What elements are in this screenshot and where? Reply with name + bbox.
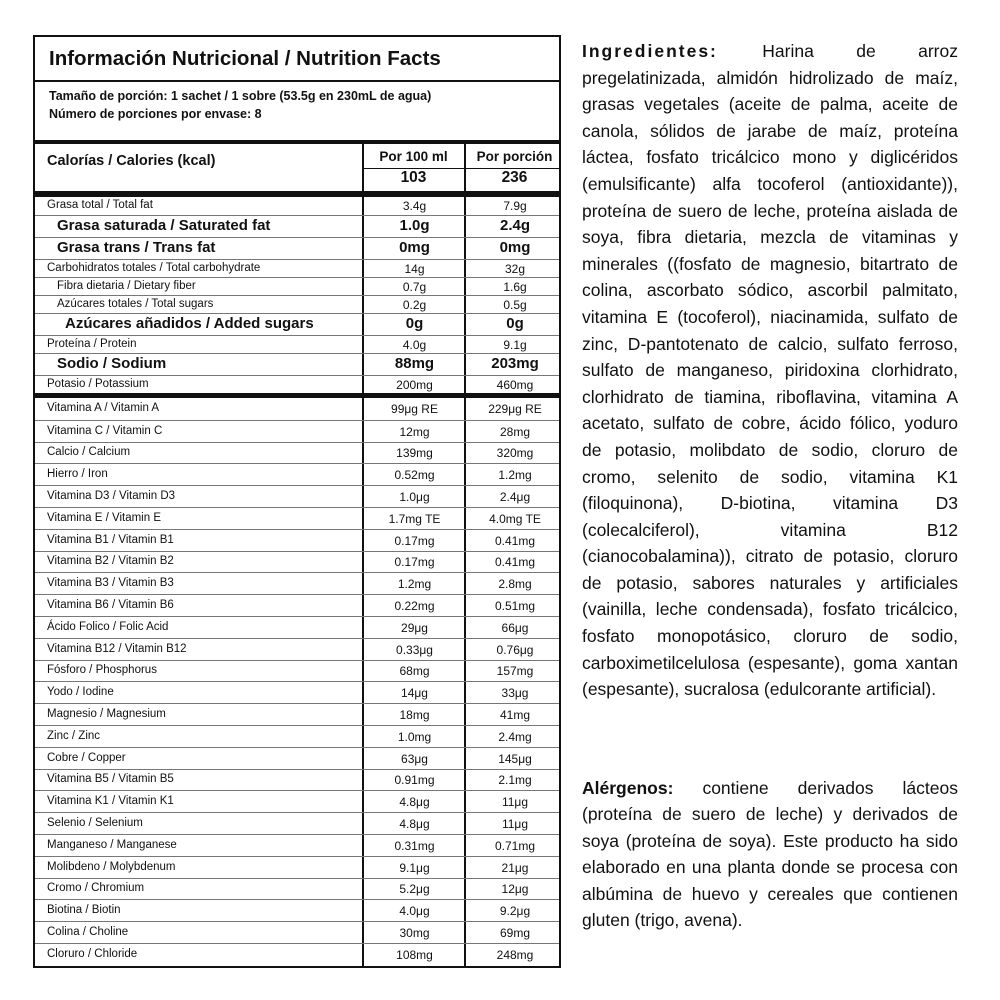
vitamin-row: [35, 572, 559, 595]
vitamin-row: [35, 660, 559, 683]
row-label: Vitamina K1 / Vitamin K1: [47, 795, 174, 808]
row-value-per-serving: 2.1mg: [498, 773, 532, 788]
nutrient-row: [35, 197, 559, 215]
row-value-per-serving: 460mg: [496, 378, 534, 392]
row-label: Vitamina B1 / Vitamin B1: [47, 533, 174, 546]
vitamin-row: [35, 485, 559, 508]
vitamin-row: [35, 856, 559, 879]
row-label: Cobre / Copper: [47, 751, 126, 764]
row-value-per-100ml: 0mg: [399, 239, 430, 256]
row-value-per-100ml: 0.22mg: [394, 599, 435, 614]
ingredients-heading: Ingredientes:: [582, 41, 763, 61]
column-header-per-serving: Por porción: [476, 149, 553, 164]
row-label: Carbohidratos totales / Total carbohydrate: [47, 262, 261, 274]
row-value-per-serving: 2.8mg: [498, 577, 532, 592]
vitamin-row: [35, 442, 559, 465]
vitamin-row: [35, 899, 559, 922]
row-label: Zinc / Zinc: [47, 729, 101, 742]
row-value-per-100ml: 68mg: [399, 664, 430, 679]
row-value-per-100ml: 3.4g: [402, 199, 427, 213]
row-label: Vitamina B12 / Vitamin B12: [47, 642, 187, 655]
nutrient-row: [35, 335, 559, 354]
row-value-per-serving: 12μg: [501, 882, 529, 897]
row-label: Fibra dietaria / Dietary fiber: [57, 280, 196, 292]
row-label: Cromo / Chromium: [47, 882, 145, 895]
row-value-per-serving: 0.76μg: [496, 642, 534, 657]
vitamin-row: [35, 638, 559, 661]
vitamin-row: [35, 594, 559, 617]
row-value-per-serving: 0.41mg: [494, 533, 536, 548]
row-label: Grasa saturada / Saturated fat: [57, 217, 271, 234]
vitamin-row: [35, 507, 559, 530]
nutrient-row: [35, 259, 559, 278]
row-label: Sodio / Sodium: [57, 355, 167, 372]
row-value-per-100ml: 139mg: [396, 446, 433, 461]
row-value-per-100ml: 4.8μg: [399, 817, 430, 832]
nutrient-row: [35, 353, 559, 376]
row-value-per-100ml: 88mg: [394, 355, 435, 372]
vitamin-row: [35, 703, 559, 726]
row-label: Vitamina B2 / Vitamin B2: [47, 555, 174, 568]
nutrient-row: [35, 237, 559, 260]
row-value-per-serving: 2.4mg: [498, 729, 532, 744]
row-value-per-100ml: 30mg: [399, 926, 430, 941]
row-value-per-100ml: 0.31mg: [394, 838, 435, 853]
row-value-per-100ml: 0.17mg: [394, 533, 435, 548]
nutrient-row: [35, 375, 559, 394]
vitamin-row: [35, 921, 559, 944]
row-label: Azúcares totales / Total sugars: [57, 298, 214, 310]
row-value-per-100ml: 1.0μg: [399, 490, 430, 505]
row-value-per-100ml: 14g: [404, 262, 425, 276]
row-label: Calcio / Calcium: [47, 446, 131, 459]
row-label: Vitamina D3 / Vitamin D3: [47, 490, 176, 503]
nutrient-row: [35, 277, 559, 296]
row-label: Azúcares añadidos / Added sugars: [65, 315, 314, 332]
column-header-per-100ml: Por 100 ml: [379, 149, 448, 164]
row-label: Biotina / Biotin: [47, 904, 121, 917]
row-value-per-100ml: 200mg: [396, 378, 433, 392]
vitamin-row: [35, 747, 559, 770]
row-value-per-100ml: 1.0mg: [397, 729, 432, 744]
row-label: Molibdeno / Molybdenum: [47, 860, 176, 873]
row-label: Ácido Folico / Folic Acid: [47, 620, 169, 633]
row-value-per-serving: 0mg: [499, 239, 531, 256]
vitamin-row: [35, 725, 559, 748]
allergens-heading: Alérgenos:: [582, 778, 703, 798]
row-value-per-serving: 0.5g: [503, 298, 527, 312]
row-value-per-serving: 9.1g: [503, 338, 527, 352]
row-value-per-100ml: 108mg: [396, 947, 433, 962]
row-label: Proteína / Protein: [47, 338, 137, 350]
row-value-per-100ml: 18mg: [399, 708, 430, 723]
row-value-per-serving: 11μg: [501, 817, 529, 832]
nutrient-row: [35, 215, 559, 238]
row-label: Colina / Choline: [47, 926, 129, 939]
row-value-per-100ml: 0.33μg: [396, 642, 433, 657]
vitamin-row: [35, 834, 559, 857]
vitamin-row: [35, 420, 559, 443]
row-value-per-100ml: 99μg RE: [391, 401, 438, 416]
calories-per-serving: 236: [501, 169, 528, 186]
row-value-per-100ml: 1.7mg TE: [388, 511, 441, 526]
row-value-per-serving: 2.4μg: [499, 490, 531, 505]
vitamin-row: [35, 769, 559, 792]
row-label: Grasa total / Total fat: [47, 199, 153, 211]
serving-size: Tamaño de porción: 1 sachet / 1 sobre (53.5g en 230mL de agua): [49, 89, 432, 103]
row-value-per-serving: 0.51mg: [494, 599, 536, 614]
servings-per-container: Número de porciones por envase: 8: [49, 107, 262, 121]
calories-per-100ml: 103: [400, 169, 427, 186]
nutrient-row: [35, 313, 559, 336]
row-value-per-serving: 0g: [506, 315, 524, 332]
row-value-per-100ml: 5.2μg: [399, 882, 430, 897]
row-value-per-serving: 33μg: [501, 686, 529, 701]
allergens-text: [582, 775, 958, 933]
row-label: Yodo / Iodine: [47, 686, 114, 699]
row-value-per-serving: 145μg: [498, 751, 532, 766]
row-value-per-100ml: 63μg: [401, 751, 428, 766]
row-value-per-serving: 7.9g: [503, 199, 527, 213]
row-value-per-100ml: 0.17mg: [394, 555, 435, 570]
row-value-per-serving: 1.2mg: [498, 468, 532, 483]
row-value-per-serving: 229μg RE: [488, 401, 542, 416]
row-label: Vitamina C / Vitamin C: [47, 424, 163, 437]
row-label: Fósforo / Phosphorus: [47, 664, 157, 677]
row-value-per-100ml: 0.52mg: [394, 468, 435, 483]
row-label: Cloruro / Chloride: [47, 947, 138, 960]
vitamin-row: [35, 551, 559, 574]
row-value-per-serving: 0.41mg: [494, 555, 536, 570]
row-value-per-100ml: 12mg: [399, 424, 430, 439]
row-label: Hierro / Iron: [47, 468, 108, 481]
vitamin-row: [35, 878, 559, 901]
row-value-per-serving: 248mg: [496, 947, 534, 962]
calories-label: Calorías / Calories (kcal): [47, 153, 216, 169]
row-value-per-100ml: 1.2mg: [397, 577, 432, 592]
vitamin-row: [35, 812, 559, 835]
row-value-per-100ml: 0.2g: [402, 298, 427, 312]
vitamin-row: [35, 398, 559, 420]
vitamin-row: [35, 616, 559, 639]
row-value-per-serving: 32g: [504, 262, 526, 276]
row-value-per-100ml: 4.0g: [402, 338, 427, 352]
row-label: Magnesio / Magnesium: [47, 708, 166, 721]
row-value-per-serving: 66μg: [501, 620, 529, 635]
row-label: Vitamina A / Vitamin A: [47, 401, 160, 414]
title-divider: [35, 80, 559, 82]
row-value-per-serving: 157mg: [496, 664, 534, 679]
row-label: Grasa trans / Trans fat: [57, 239, 216, 256]
row-label: Potasio / Potassium: [47, 378, 149, 390]
row-value-per-100ml: 9.1μg: [399, 860, 430, 875]
row-label: Vitamina B6 / Vitamin B6: [47, 599, 174, 612]
vitamin-row: [35, 790, 559, 813]
row-value-per-serving: 203mg: [491, 355, 539, 372]
row-value-per-serving: 28mg: [499, 424, 531, 439]
row-label: Manganeso / Manganese: [47, 838, 177, 851]
row-value-per-serving: 0.71mg: [494, 838, 536, 853]
row-value-per-serving: 21μg: [501, 860, 529, 875]
nutrient-row: [35, 295, 559, 314]
vitamin-row: [35, 681, 559, 704]
row-value-per-100ml: 0.91mg: [394, 773, 435, 788]
vitamin-row: [35, 943, 559, 966]
nutrition-facts-panel: [33, 35, 561, 968]
row-value-per-serving: 9.2μg: [499, 904, 531, 919]
row-value-per-100ml: 4.8μg: [399, 795, 430, 810]
row-value-per-100ml: 29μg: [401, 620, 428, 635]
row-value-per-100ml: 14μg: [401, 686, 428, 701]
vitamin-row: [35, 529, 559, 552]
serving-divider: [35, 140, 559, 144]
row-value-per-100ml: 0g: [405, 315, 424, 332]
vitamin-row: [35, 463, 559, 486]
row-label: Selenio / Selenium: [47, 817, 143, 830]
row-value-per-serving: 2.4g: [499, 217, 530, 234]
row-value-per-100ml: 0.7g: [402, 280, 427, 294]
ingredients-text: [582, 38, 958, 703]
row-value-per-serving: 41mg: [499, 708, 531, 723]
allergens-statement: contiene derivados lácteos (proteína de suero de leche) y derivados de soya (proteína de soya). Este producto ha sido elaborado en una planta donde se procesa con albúmina de huevo y cereales que contienen gluten (trigo, avena).: [582, 778, 958, 931]
row-value-per-100ml: 1.0g: [399, 217, 430, 234]
row-value-per-serving: 69mg: [499, 926, 531, 941]
row-label: Vitamina B3 / Vitamin B3: [47, 577, 174, 590]
row-label: Vitamina B5 / Vitamin B5: [47, 773, 174, 786]
row-value-per-100ml: 4.0μg: [399, 904, 430, 919]
row-value-per-serving: 1.6g: [503, 280, 527, 294]
panel-title: Información Nutricional / Nutrition Facts: [49, 47, 441, 70]
row-value-per-serving: 4.0mg TE: [489, 511, 541, 526]
row-value-per-serving: 320mg: [496, 446, 534, 461]
ingredients-list: Harina de arroz pregelatinizada, almidón hidrolizado de maíz, grasas vegetales (aceite de palma, aceite de canola, sólidos de jarabe de maíz, proteína láctea, fosfato tricálcico mono y diglicéridos (emulsificante) alfa tocoferol (antioxidante)), proteína de suero de leche, proteína aislada de soya, fibra dietaria, mezcla de vitaminas y minerales ((fosfato de magnesio, bitartrato de colina, ascorbato sódico, ascorbil palmitato, vitamina E (tocoferol), niacinamida, sulfato de zinc, D-pantotenato de calcio, sulfato ferroso, sulfato de manganeso, piridoxina clorhidrato, clorhidrato de tiamina, riboflavina, vitamina A acetato, sulfato de cobre, ácido fólico, yoduro de potasio, molibdato de sodio, cloruro de cromo, selenito de sodio, vitamina K1 (filoquinona), D-biotina, vitamina D3 (colecalciferol), vitamina B12 (cianocobalamina)), citrato de potasio, cloruro de potasio, sabores naturales y artificiales (vainilla, leche condensada), fosfato tricálcico, fosfato monopotásico, cloruro de sodio, carboximetilcelulosa (espesante), goma xantan (espesante), sucralosa (edulcorante artificial).: [582, 41, 958, 700]
row-label: Vitamina E / Vitamin E: [47, 511, 161, 524]
row-value-per-serving: 11μg: [501, 795, 529, 810]
